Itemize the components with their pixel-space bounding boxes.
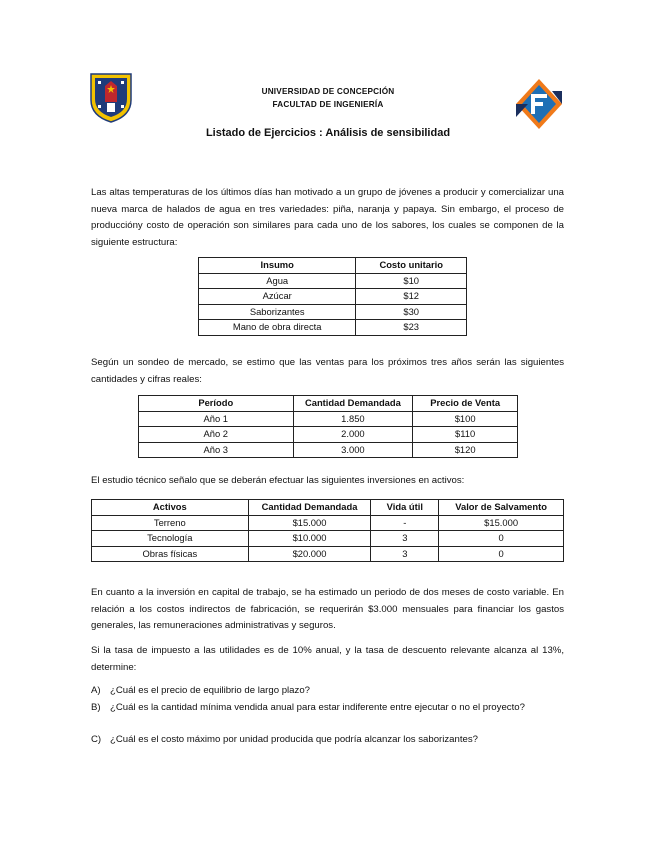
paragraph-intro: Las altas temperaturas de los últimos días han motivado a un grupo de jóvenes a producir y comercializar una nueva marca de halados de agua en tres variedades: piña, naranja y papaya. Sin embargo, el proceso de produccióny costo de operación son similares para cada uno de los sabores, los cuales se componen de la siguiente estructura: (91, 187, 564, 248)
table-cell: $20.000 (248, 546, 371, 562)
table-cell: $110 (413, 427, 518, 443)
table-cell: Tecnología (92, 531, 249, 547)
table-header-cell: Cantidad Demandada (248, 500, 371, 516)
paragraph-impuesto: Si la tasa de impuesto a las utilidades es de 10% anual, y la tasa de descuento relevante alcanza al 13%, determine: (91, 645, 564, 673)
question-label: C) (91, 734, 102, 745)
table-row (199, 273, 467, 289)
question-a (91, 683, 564, 700)
table-row (92, 515, 564, 531)
table-cell: $30 (356, 304, 467, 320)
table-cell: $15.000 (439, 515, 564, 531)
table-header-row (199, 258, 467, 274)
table-cell: Agua (199, 273, 356, 289)
table-cell: Año 3 (139, 442, 294, 458)
table-cell: - (371, 515, 439, 531)
paragraph-capital-trabajo: En cuanto a la inversión en capital de trabajo, se ha estimado un periodo de dos meses de costo variable. En relación a los costos indirectos de fabricación, se requerirán $3.000 mensuales para financiar los gastos generales, las remuneraciones administrativas y seguros. (91, 587, 564, 632)
table-header-cell: Insumo (199, 258, 356, 274)
table-activos (91, 499, 564, 562)
table-cell: Saborizantes (199, 304, 356, 320)
table-row (92, 546, 564, 562)
table-header-row (92, 500, 564, 516)
page-title: Listado de Ejercicios : Análisis de sensibilidad (205, 127, 451, 139)
table-row (199, 304, 467, 320)
table-header-cell: Precio de Venta (413, 396, 518, 412)
table-cell: Obras físicas (92, 546, 249, 562)
table-header-cell: Período (139, 396, 294, 412)
university-name: UNIVERSIDAD DE CONCEPCIÓN (261, 87, 395, 96)
question-label: A) (91, 685, 101, 696)
table-cell: $23 (356, 320, 467, 336)
table-header-row (139, 396, 518, 412)
table-header-cell: Activos (92, 500, 249, 516)
table-row (139, 411, 518, 427)
table-row (199, 320, 467, 336)
table-header-cell: Cantidad Demandada (293, 396, 413, 412)
question-c (91, 732, 564, 749)
table-row (139, 442, 518, 458)
table-cell: $120 (413, 442, 518, 458)
table-row (92, 531, 564, 547)
table-cell: 3 (371, 531, 439, 547)
paragraph-activos: El estudio técnico señalo que se deberán efectuar las siguientes inversiones en activos: (91, 475, 465, 486)
table-cell: Terreno (92, 515, 249, 531)
table-header-cell: Costo unitario (356, 258, 467, 274)
table-cell: 1.850 (293, 411, 413, 427)
university-crest-logo (89, 72, 133, 124)
table-header-cell: Vida útil (371, 500, 439, 516)
table-ventas (138, 395, 518, 458)
table-cell: 3 (371, 546, 439, 562)
table-cell: 0 (439, 531, 564, 547)
table-cell: $10 (356, 273, 467, 289)
table-row (139, 427, 518, 443)
table-cell: 3.000 (293, 442, 413, 458)
table-cell: $100 (413, 411, 518, 427)
table-row (199, 289, 467, 305)
table-cell: Azúcar (199, 289, 356, 305)
table-cell: 2.000 (293, 427, 413, 443)
faculty-logo (514, 77, 564, 131)
faculty-name: FACULTAD DE INGENIERÍA (272, 100, 384, 109)
question-text: ¿Cuál es la cantidad mínima vendida anual para estar indiferente entre ejecutar o no el proyecto? (110, 702, 525, 713)
question-text: ¿Cuál es el costo máximo por unidad producida que podría alcanzar los saborizantes? (110, 734, 478, 745)
table-insumos (198, 257, 467, 336)
table-header-cell: Valor de Salvamento (439, 500, 564, 516)
table-cell: Año 1 (139, 411, 294, 427)
paragraph-ventas: Según un sondeo de mercado, se estimo que las ventas para los próximos tres años serán las siguientes cantidades y cifras reales: (91, 357, 564, 385)
table-cell: 0 (439, 546, 564, 562)
table-cell: $12 (356, 289, 467, 305)
table-cell: $15.000 (248, 515, 371, 531)
question-text: ¿Cuál es el precio de equilibrio de largo plazo? (110, 685, 310, 696)
question-label: B) (91, 702, 101, 713)
table-cell: Mano de obra directa (199, 320, 356, 336)
question-b (91, 700, 564, 717)
table-cell: Año 2 (139, 427, 294, 443)
table-cell: $10.000 (248, 531, 371, 547)
